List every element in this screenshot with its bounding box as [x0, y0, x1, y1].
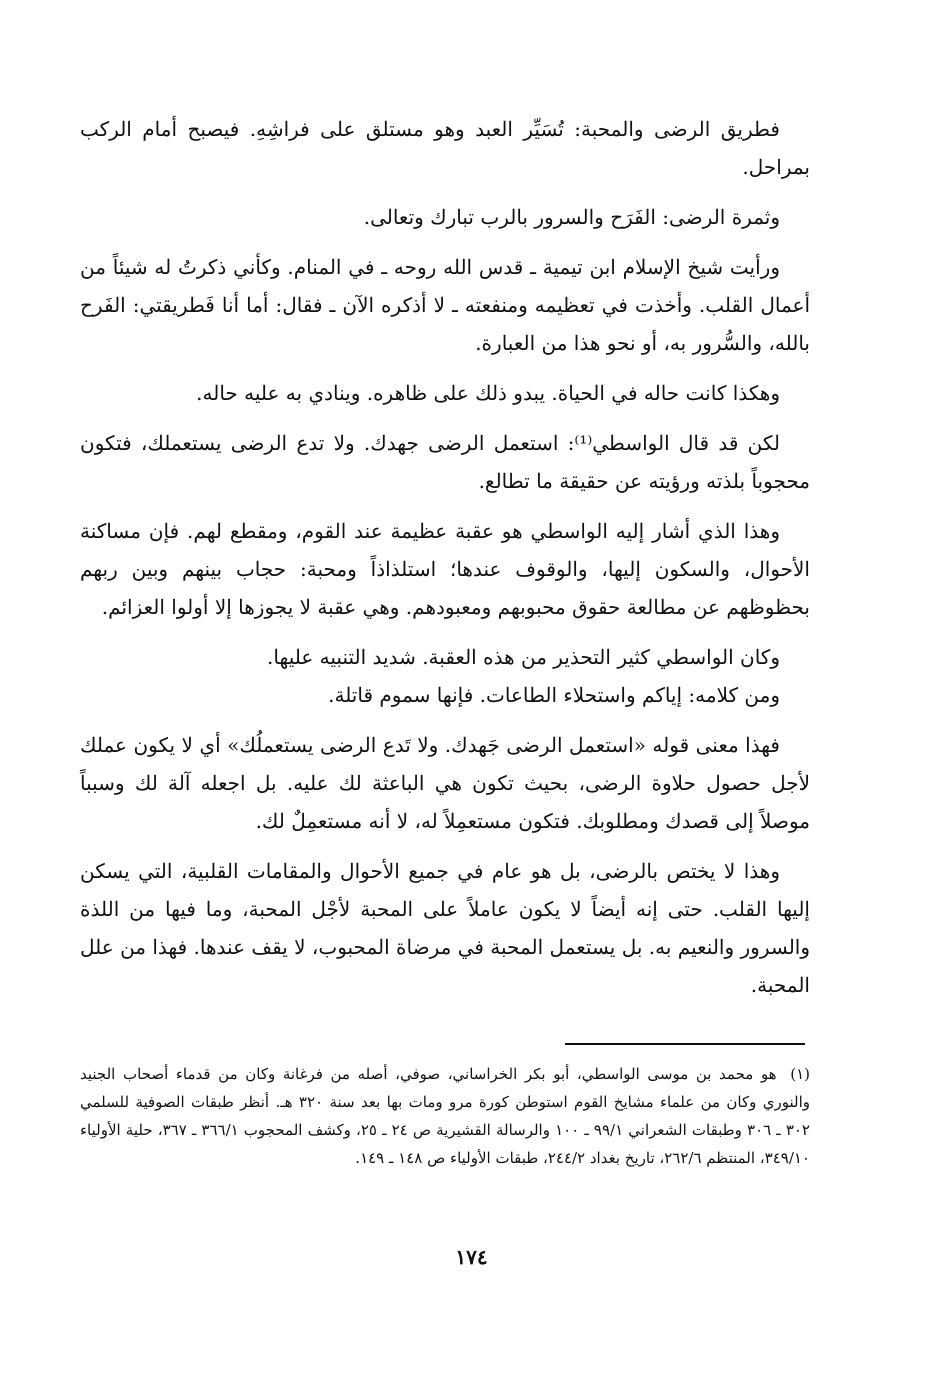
paragraph-9: فهذا معنى قوله «استعمل الرضى جَهدك. ولا تَدع الرضى يستعملُك» أي لا يكون عملك لأجل حصول حلاوة الرضى، بحيث تكون هي الباعثة لك عليه. بل اجعله آلة لك وسبباً موصلاً إلى قصدك ومطلوبك. فتكون مستعمِلاً له، لا أنه مستعمِلٌ لك.	[80, 733, 810, 833]
paragraph-10: وهذا لا يختص بالرضى، بل هو عام في جميع الأحوال والمقامات القلبية، التي يسكن إليها القلب. حتى إنه أيضاً لا يكون عاملاً على المحبة لأجْل المحبة، وما فيها من اللذة والسرور والنعيم به. بل يستعمل المحبة في مرضاة المحبوب، لا يقف عندها. فهذا من علل المحبة.	[80, 859, 810, 997]
paragraph-3: ورأيت شيخ الإسلام ابن تيمية ـ قدس الله روحه ـ في المنام. وكأني ذكرتُ له شيئاً من أعمال القلب. وأخذت في تعظيمه ومنفعته ـ لا أذكره الآن ـ فقال: أما أنا فَطريقتي: الفَرح بالله، والسُّرور به، أو نحو هذا من العبارة.	[80, 255, 810, 355]
page-number: ١٧٤	[455, 1245, 488, 1269]
paragraph-4: وهكذا كانت حاله في الحياة. يبدو ذلك على ظاهره. وينادي به عليه حاله.	[196, 381, 780, 405]
paragraph-7: وكان الواسطي كثير التحذير من هذه العقبة. شديد التنبيه عليها.	[267, 645, 780, 669]
paragraph-6: وهذا الذي أشار إليه الواسطي هو عقبة عظيمة عند القوم، ومقطع لهم. فإن مساكنة الأحوال، والسكون إليها، والوقوف عندها؛ استلذاذاً ومحبة: حجاب بينهم وبين ربهم بحظوظهم عن مطالعة حقوق محبوبهم ومعبودهم. وهي عقبة لا يجوزها إلا أولوا العزائم.	[80, 519, 810, 619]
paragraph-2: وثمرة الرضى: الفَرَح والسرور بالرب تبارك وتعالى.	[363, 205, 780, 229]
main-text	[80, 110, 810, 1016]
footnote-text: هو محمد بن موسى الواسطي، أبو بكر الخراساني، صوفي، أصله من فرغانة وكان من قدماء أصحاب الجنيد والنوري وكان من علماء مشايخ القوم استوطن كورة مرو ومات بها بعد سنة ٣٢٠ هـ. أنظر طبقات الصوفية للسلمي ٣٠٢ ـ ٣٠٦ وطبقات الشعراني ٩٩/١ ـ ١٠٠ والرسالة القشيرية ص ٢٤ ـ ٢٥، وكشف المحجوب ٣٦٦/١ ـ ٣٦٧، حلية الأولياء ٣٤٩/١٠، المنتظم ٢٦٢/٦، تاريخ بغداد ٢٤٤/٢، طبقات الأولياء ص ١٤٨ ـ ١٤٩.	[80, 1065, 810, 1167]
paragraph-1: فطريق الرضى والمحبة: تُسَيِّر العبد وهو مستلق على فراشِهِ. فيصبح أمام الركب بمراحل.	[80, 117, 810, 179]
paragraph-5: لكن قد قال الواسطي⁽¹⁾: استعمل الرضى جهدك. ولا تدع الرضى يستعملك، فتكون محجوباً بلذته ورؤيته عن حقيقة ما تطالع.	[80, 431, 810, 493]
footnote-marker: (١)	[790, 1065, 810, 1083]
footnote	[80, 1060, 810, 1172]
paragraph-8: ومن كلامه: إياكم واستحلاء الطاعات. فإنها سموم قاتلة.	[328, 683, 780, 707]
footnote-divider	[565, 1043, 805, 1045]
